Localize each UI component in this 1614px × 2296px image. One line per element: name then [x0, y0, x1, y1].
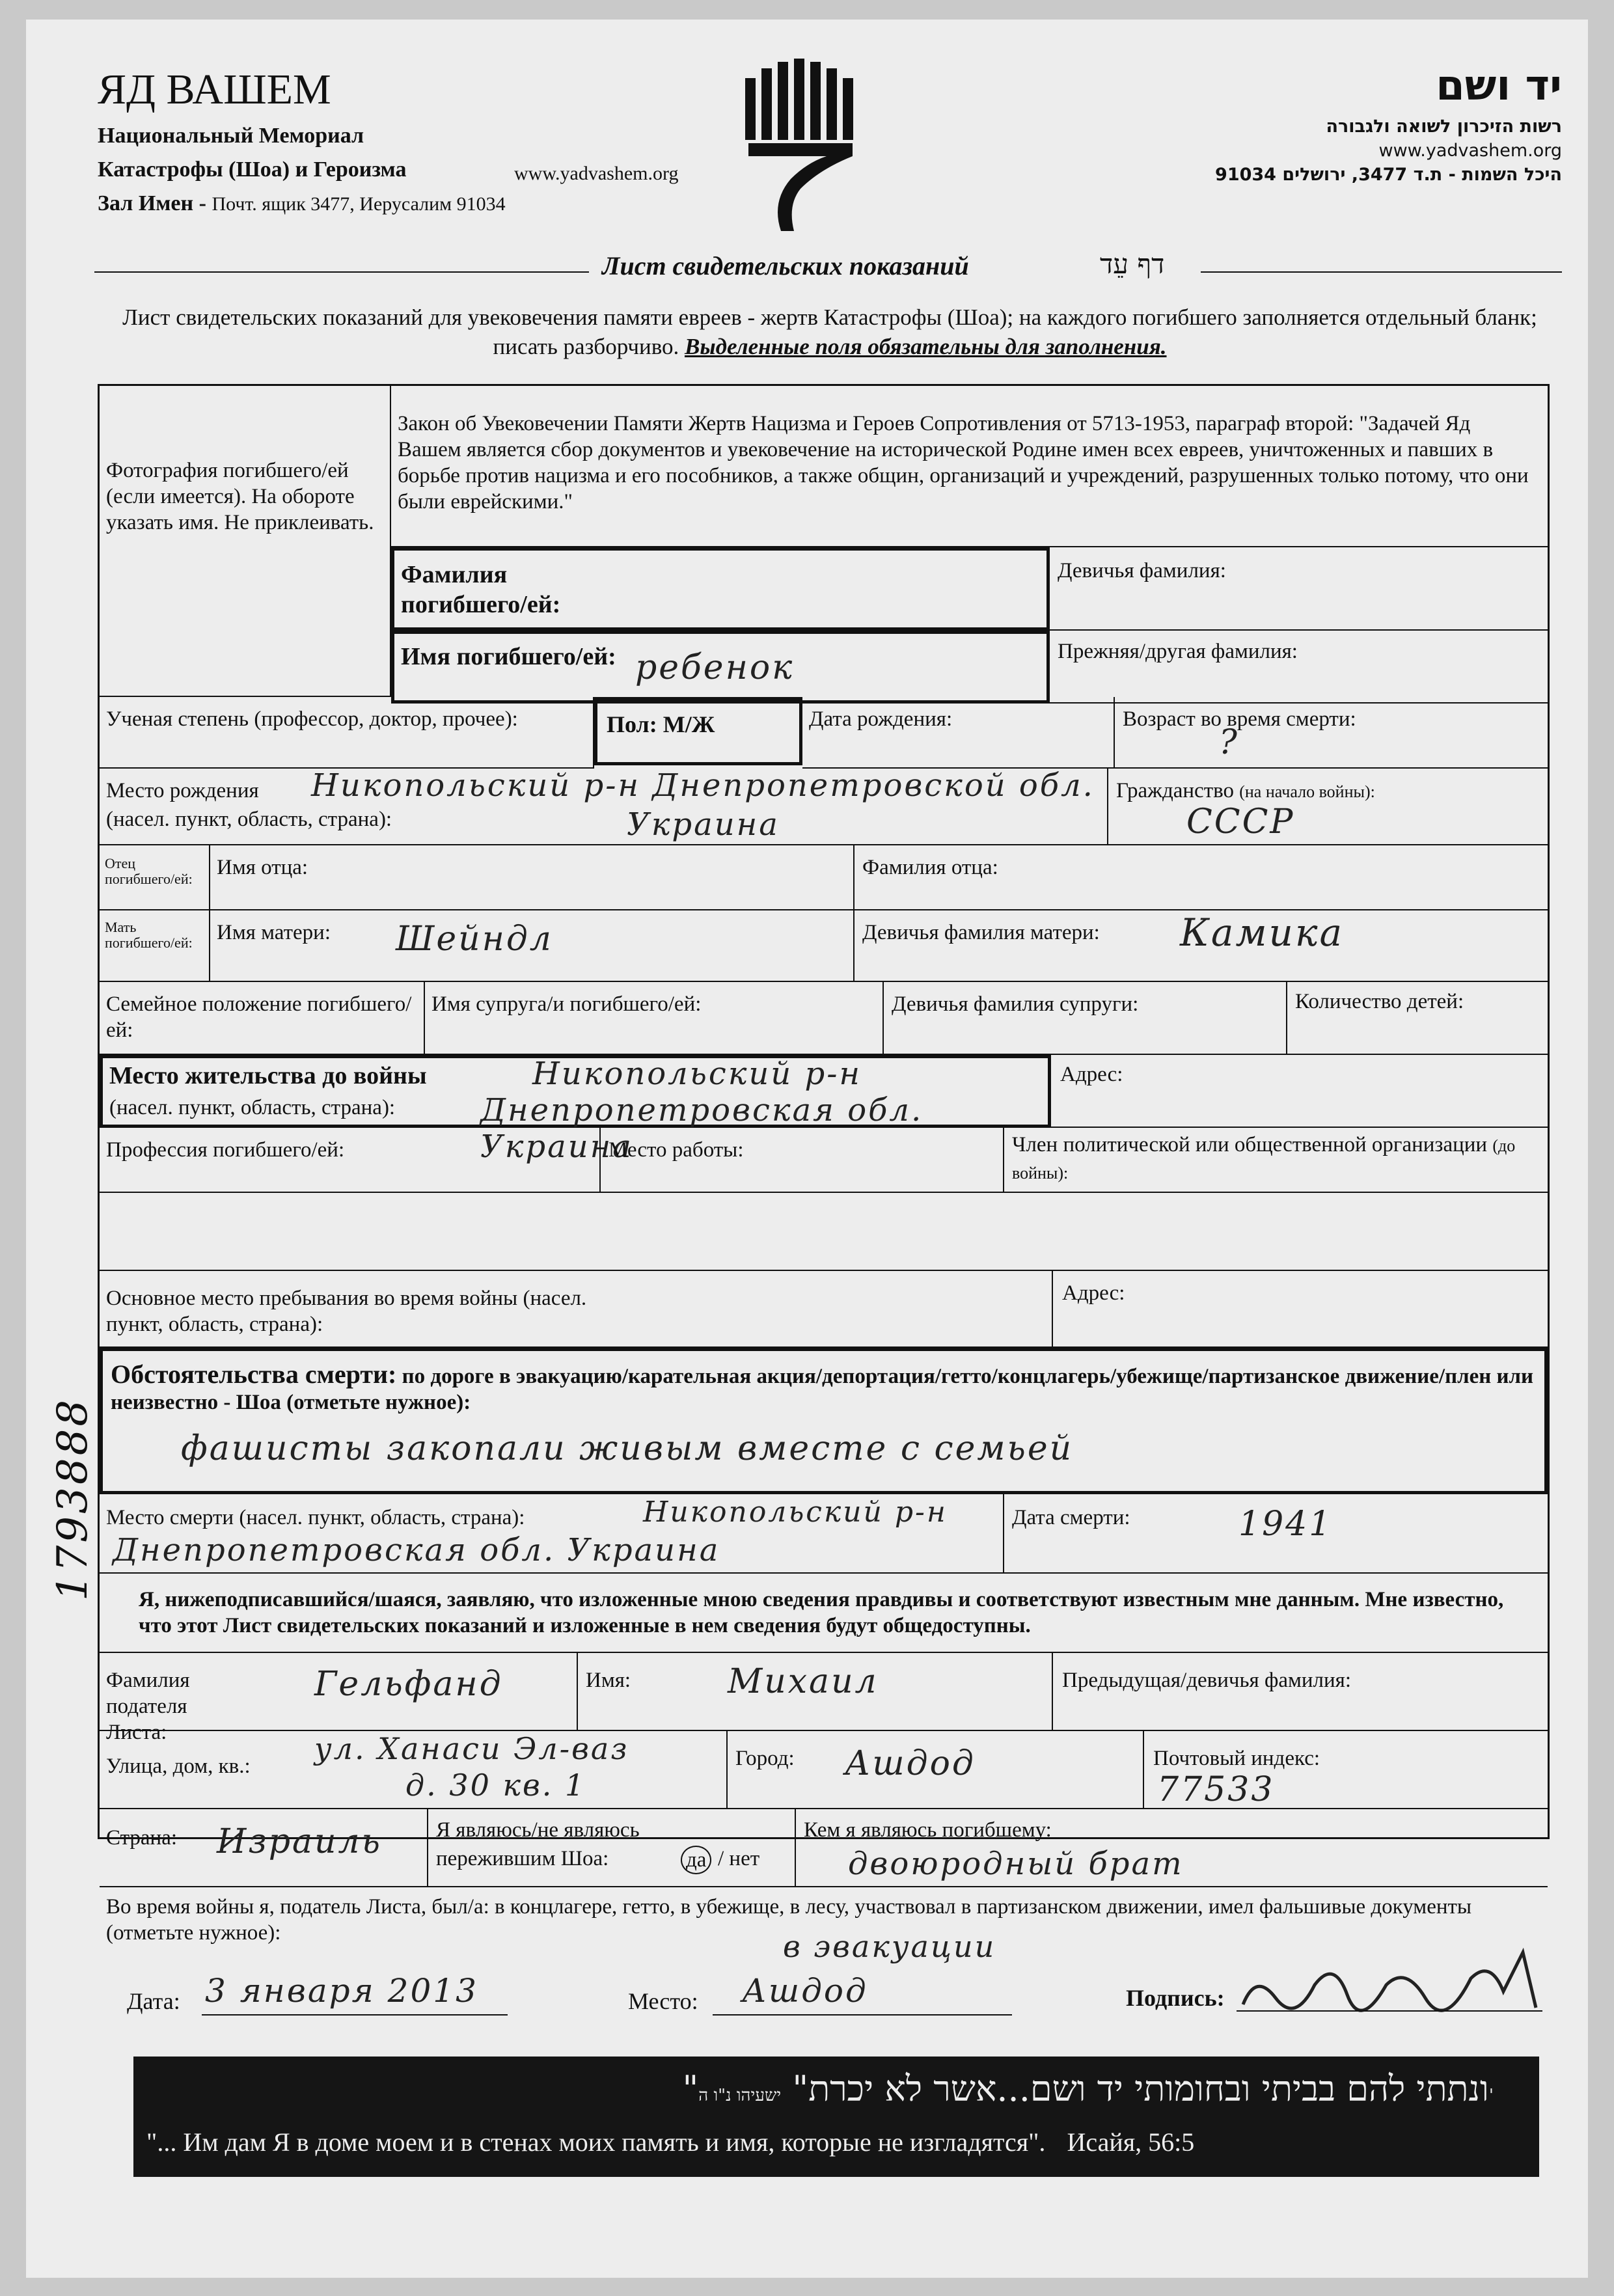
death-place-value2: Днепропетровская обл. Украина: [113, 1532, 720, 1568]
city-value: Ашдод: [845, 1744, 976, 1783]
sub-name-value: Михаил: [728, 1662, 879, 1701]
place-label: Место:: [628, 1988, 698, 2014]
mother-maiden-value: Камика: [1180, 910, 1345, 955]
profession-field[interactable]: [100, 1128, 601, 1193]
degree-label: Ученая степень (профессор, доктор, прочее):: [106, 707, 518, 731]
footer-he-quote: "ונתתי להם בביתי ובחומותי יד ושם...אשר לא יכרת" ישעיהו נ"ו ה': [682, 2068, 1494, 2109]
signature-label: Подпись:: [1126, 1985, 1225, 2011]
birthplace-field[interactable]: [100, 769, 1108, 845]
mother-small-cell: [100, 910, 210, 982]
maiden-label: Девичья фамилия:: [1058, 559, 1226, 582]
dob-label: Дата рождения:: [809, 707, 953, 731]
date-label: Дата:: [127, 1988, 180, 2014]
mother-name-value: Шейндл: [396, 920, 553, 959]
father-name-label: Имя отца:: [217, 856, 308, 879]
father-small-label: Отец погибшего/ей:: [105, 855, 193, 887]
street-value2: д. 30 кв. 1: [405, 1768, 586, 1803]
place-value[interactable]: Ашдод: [742, 1972, 868, 2010]
prev-surname-label: Прежняя/другая фамилия:: [1058, 640, 1298, 663]
residence-value1: Никопольский р-н: [532, 1056, 862, 1092]
org-url-right: www.yadvashem.org: [1378, 141, 1562, 161]
citizenship-label: Гражданство (на начало войны):: [1116, 779, 1375, 802]
sex-field[interactable]: [594, 697, 802, 765]
firstname-value: ребенок: [635, 648, 795, 687]
org-name-he: יד ושם: [1436, 62, 1562, 110]
spouse-name-label: Имя супруга/и погибшего/ей:: [431, 992, 702, 1016]
degree-field[interactable]: [100, 697, 594, 769]
footer-quote: [133, 2057, 1539, 2177]
address-label: Адрес:: [1060, 1063, 1123, 1086]
law-text: Закон об Увековечении Памяти Жертв Нацизма и Героев Сопротивления от 5713-1953, параграф второй: "Задачей Яд Вашем является сбор документов и увековечение на исторической Родине имен всех евреев, уничтоженных и павших в борьбе против нацизма и его пособников, а также общин, организаций и учреждений, разрушенных только потому, что они были еврейскими.": [398, 412, 1529, 513]
marital-label: Семейное положение погибшего/ей:: [106, 992, 412, 1042]
spouse-maiden-label: Девичья фамилия супруги:: [892, 992, 1139, 1016]
survivor-yes[interactable]: да: [681, 1846, 711, 1874]
death-date-label: Дата смерти:: [1012, 1506, 1130, 1529]
signature-icon[interactable]: [1237, 1946, 1549, 2024]
form-title-he: דף עֵד: [1100, 248, 1165, 280]
sub-name-field[interactable]: [578, 1653, 1053, 1731]
firstname-label: Имя погибшего/ей:: [401, 643, 616, 670]
survivor-label1: Я являюсь/не являюсь: [436, 1818, 640, 1842]
address-field[interactable]: [1051, 1055, 1548, 1128]
residence-value2: Днепропетровская обл. Украина: [480, 1092, 923, 1165]
country-label: Страна:: [106, 1826, 178, 1850]
place-underline: [713, 2014, 1012, 2016]
citizenship-field[interactable]: [1108, 769, 1548, 845]
zip-label: Почтовый индекс:: [1153, 1747, 1320, 1770]
father-surname-field[interactable]: [855, 845, 1548, 910]
maiden-field[interactable]: [1050, 547, 1548, 631]
sub-name-label: Имя:: [586, 1669, 631, 1692]
survivor-field[interactable]: [428, 1809, 796, 1887]
citizenship-value: СССР: [1186, 802, 1295, 841]
death-circ-label: Обстоятельства смерти: по дороге в эвакуацию/карательная акция/депортация/гетто/концлагерь/убежище/партизанское движение/плен или неизвестно - Шоа (отметьте нужное):: [111, 1360, 1534, 1414]
survivor-no[interactable]: / нет: [718, 1847, 760, 1870]
org-header-ru: [98, 65, 506, 216]
he-line2: רשות הזיכרון לשואה ולגבורה: [1326, 116, 1562, 137]
photo-label: Фотография погибшего/ей (если имеется). На обороте указать имя. Не приклеивать.: [106, 459, 374, 534]
date-underline: [202, 2014, 508, 2016]
zip-value: 77533: [1157, 1770, 1275, 1809]
relation-field[interactable]: [796, 1809, 1548, 1887]
father-surname-label: Фамилия отца:: [862, 856, 998, 879]
residence-label: Место жительства до войны: [109, 1062, 427, 1089]
sub-surname-value: Гельфанд: [314, 1665, 503, 1704]
city-field[interactable]: [728, 1731, 1144, 1809]
death-place-field[interactable]: [100, 1494, 1004, 1574]
org-url-left: www.yadvashem.org: [514, 163, 679, 184]
wartime-label: Основное место пребывания во время войны (насел. пункт, область, страна):: [106, 1287, 587, 1336]
member-field[interactable]: [1004, 1128, 1548, 1193]
photo-cell: [100, 386, 391, 697]
blank-row: [100, 1193, 1548, 1271]
birthplace-value2: Украина: [627, 806, 780, 843]
workplace-field[interactable]: [601, 1128, 1004, 1193]
profession-label: Профессия погибшего/ей:: [106, 1138, 345, 1162]
testimony-form: [98, 384, 1550, 1964]
sub-surname-label: Фамилия подателя Листа:: [106, 1669, 190, 1744]
wartime-address-label: Адрес:: [1062, 1281, 1125, 1305]
age-field[interactable]: [1115, 697, 1548, 769]
country-field[interactable]: [100, 1809, 428, 1887]
form-title-ru: Лист свидетельских показаний: [602, 251, 969, 280]
intro-text: Лист свидетельских показаний для увековечения памяти евреев - жертв Катастрофы (Шоа); на каждого погибшего заполняется отдельный бланк; писать разборчиво. Выделенные поля обязательны для заполнения.: [122, 305, 1537, 359]
org-line4: Зал Имен - Почт. ящик 3477, Иерусалим 91034: [98, 191, 506, 215]
street-value1: ул. Ханаси Эл-ваз: [314, 1731, 629, 1766]
death-place-value1: Никопольский р-н: [643, 1496, 948, 1529]
wartime-field[interactable]: [100, 1271, 1053, 1348]
wartime-self-value: в эвакуации: [783, 1929, 996, 1964]
sex-label: Пол: М/Ж: [607, 711, 715, 737]
date-value[interactable]: 3 января 2013: [205, 1972, 478, 2010]
children-field[interactable]: [1287, 982, 1548, 1055]
mother-name-field[interactable]: [210, 910, 855, 982]
wartime-self-label: Во время войны я, податель Листа, был/а: в концлагере, гетто, в убежище, в лесу, участвовал в партизанском движении, имел фальшивые документы (отметьте нужное):: [106, 1895, 1472, 1945]
death-date-value: 1941: [1238, 1505, 1333, 1544]
sub-prev-field[interactable]: [1053, 1653, 1548, 1731]
age-label: Возраст во время смерти:: [1123, 707, 1356, 731]
survivor-label2: пережившим Шоа:: [436, 1847, 609, 1870]
prev-surname-field[interactable]: [1050, 631, 1548, 704]
sub-prev-label: Предыдущая/девичья фамилия:: [1062, 1669, 1352, 1692]
death-circumstances-field[interactable]: [100, 1348, 1548, 1494]
firstname-field[interactable]: [391, 631, 1050, 704]
father-name-field[interactable]: [210, 845, 855, 910]
birthplace-label1: Место рождения: [106, 779, 259, 802]
form-title: [94, 248, 1562, 290]
birthplace-label2: (насел. пункт, область, страна):: [106, 808, 392, 831]
footer-ru-quote: "... Им дам Я в доме моем и в стенах моих память и имя, которые не изгладятся". Исайя, 56:5: [146, 2127, 1195, 2157]
relation-value: двоюродный брат: [848, 1846, 1184, 1882]
org-name-ru: ЯД ВАШЕМ: [98, 66, 331, 113]
city-label: Город:: [735, 1747, 795, 1770]
spouse-maiden-field[interactable]: [884, 982, 1287, 1055]
workplace-label: Место работы:: [609, 1138, 744, 1162]
relation-label: Кем я являюсь погибшему:: [804, 1818, 1052, 1842]
residence-label2: (насел. пункт, область, страна):: [109, 1096, 396, 1119]
dob-field[interactable]: [802, 697, 1115, 769]
age-value: ?: [1219, 723, 1239, 762]
he-line4: היכל השמות - ת.ד 3477, ירושלים 91034: [1215, 165, 1562, 185]
mother-maiden-label: Девичья фамилия матери:: [862, 921, 1100, 944]
father-small-cell: [100, 845, 210, 910]
mother-name-label: Имя матери:: [217, 921, 331, 944]
death-circ-value: фашисты закопали живым вместе с семьей: [181, 1429, 1074, 1468]
org-line3: Катастрофы (Шоа) и Героизма: [98, 157, 407, 182]
declaration-cell: [100, 1574, 1548, 1653]
death-place-label: Место смерти (насел. пункт, область, страна):: [106, 1506, 525, 1529]
street-label: Улица, дом, кв.:: [106, 1755, 251, 1778]
country-value: Израиль: [217, 1822, 382, 1861]
mother-maiden-field[interactable]: [855, 910, 1548, 982]
marital-field[interactable]: [100, 982, 425, 1055]
law-cell: [391, 386, 1548, 547]
sub-surname-field[interactable]: [100, 1653, 578, 1744]
declaration-text: Я, нижеподписавшийся/шаяся, заявляю, что изложенные мною сведения правдивы и соответствуют известным мне данным. Мне известно, что этот Лист свидетельских показаний и изложенные в нем сведения будут общедоступны.: [139, 1588, 1504, 1637]
birthplace-value1: Никопольский р-н Днепропетровской обл.: [311, 767, 1095, 804]
surname-label: Фамилия погибшего/ей:: [401, 561, 561, 618]
org-header-he: [1215, 62, 1562, 185]
zip-field[interactable]: [1144, 1731, 1548, 1809]
surname-field[interactable]: [391, 547, 1050, 631]
children-label: Количество детей:: [1295, 990, 1464, 1013]
member-label: Член политической или общественной организации (до войны):: [1012, 1133, 1516, 1182]
death-date-field[interactable]: [1004, 1494, 1548, 1574]
org-line2: Национальный Мемориал: [98, 124, 364, 148]
stamp-number: 1793888: [49, 1397, 97, 1601]
wartime-address-field[interactable]: [1053, 1271, 1548, 1348]
mother-small-label: Мать погибшего/ей:: [105, 919, 193, 951]
street-field[interactable]: [100, 1731, 728, 1809]
yad-vashem-logo-icon: [742, 59, 859, 234]
spouse-name-field[interactable]: [425, 982, 884, 1055]
